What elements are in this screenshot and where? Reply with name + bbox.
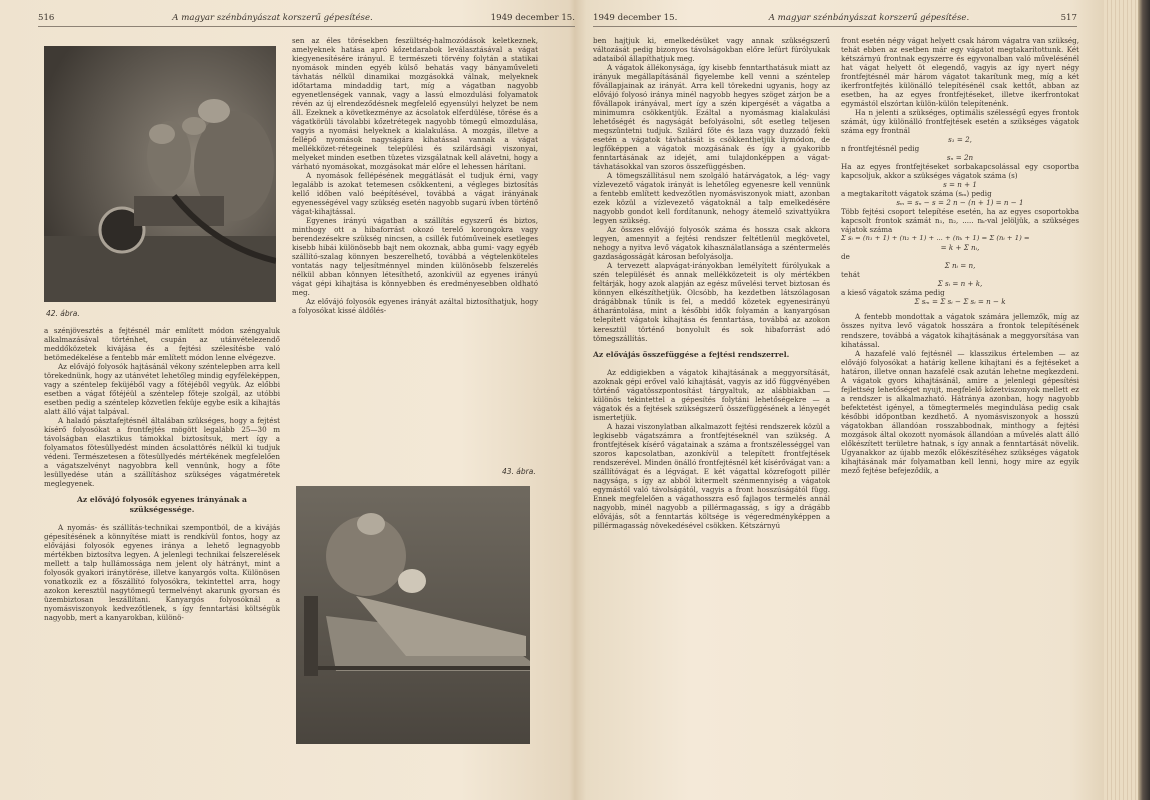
equation: Σ sₘ = Σ sᵢ − Σ sᵢ = n − k bbox=[914, 297, 1006, 307]
paragraph: Ha n jelenti a szükséges, optimális szélességű egyes frontok számát, úgy különálló frontfejtések esetén a szükséges vágatok száma egy frontnál bbox=[841, 108, 1079, 136]
word-tehat: tehát bbox=[841, 270, 860, 280]
paragraph: Több fejtési csoport telepítése esetén, ha az egyes csoportokba kapcsolt frontok számát n₁, n₂, ..... nₖ-val jelöljük, a szükséges vájatok száma bbox=[841, 207, 1079, 235]
page-number-left: 516 bbox=[38, 13, 55, 23]
paragraph: n frontfejtésnél pedig bbox=[841, 144, 920, 154]
paragraph: Egyenes irányú vágatban a szállítás egyszerű és biztos, minthogy ott a hibaforrást okozó terelő korongokra vagy berendezésekre szükség nincsen, a csillék futóműveinek esetleges kisebb hibái különösebb bajt nem okoznak, abba gumi- vagy egyéb szállító-szalag könnyen beszerelhető, továbbá a végtelenköteles vontatás nagy teljesítménnyel minden különösebb felszerelés nélkül abban könnyen létesíthető, azonkívül az egyenes irányú vágat gépi kihajtása is könnyebben és eredményesebben oldható meg. bbox=[292, 216, 538, 298]
book-cover-edge bbox=[1138, 0, 1150, 800]
equation: = k + Σ nᵢ, bbox=[940, 243, 980, 253]
paragraph: A nyomások fellépésének meggátlását el tudjuk érni, vagy legalább is azokat tetemesen csökkenteni, a végleges biztosítás kellő időben való beépítésével, továbbá a vágat irányának egyenességével vagy szükség esetén nagyobb sugarú ívben történő vágat-kihajtással. bbox=[292, 171, 538, 217]
left-page-column-2 bbox=[292, 36, 538, 315]
paragraph: A tömegszállításul nem szolgáló határvágatok, a lég- vagy vízlevezető vágatok irányát is lehetőleg egyenesre kell vennünk a fentebb említett kedvezőtlen nyomásviszonyok miatt, azonban ezek közül a vízlevezető vágatoknál a talp emelkedésére nagyobb gondot kell fordítanunk, nehogy átemelő szivattyúkra legyen szükség. bbox=[593, 171, 830, 226]
page-edges bbox=[1104, 0, 1138, 800]
running-title-right: A magyar szénbányászat korszerű gépesítése. bbox=[768, 13, 970, 23]
paragraph: ben hajtjuk ki, emelkedésüket vagy annak szükségszerű változását pedig bizonyos távolságokban előre lefúrt fúrólyukak adataiból állapíthatjuk meg. bbox=[593, 36, 830, 64]
right-page-column-1 bbox=[593, 36, 830, 530]
miners-with-machine-image bbox=[44, 46, 276, 302]
equation: Σ sᵢ = (n₁ + 1) + (n₂ + 1) + ... + (nₖ + 1) = Σ (nᵢ + 1) = bbox=[841, 234, 1030, 243]
paragraph: Az elővájó folyosók hajtásánál vékony széntelepben arra kell törekednünk, hogy az utánvétet lehetőleg mindig egyféleképpen, vagy a széntelep feküjéből vagy a főtéjéből vegyük. Az előbbi esetben a vágat főtéjéül a széntelep főteje szolgál, az utóbbi esetben pedig a széntelep közvetlen feküje egybe esik a kihajtás alatt álló vájat talpával. bbox=[44, 362, 280, 417]
date-right: 1949 december 15. bbox=[593, 13, 678, 23]
paragraph: A tervezett alapvágat-irányokban lemélyített fúrólyukak a szén települését és annak mellékközeteit is oly mértékben feltárják, hogy azok alapján az egész művelési tervet biztosan és könnyen elkészíthetjük. Olcsóbb, ha kezdetben látszólagosan drágábbnak tűnik is fel, a meddő közetek egyenesirányú átharántolása, mint a későbbi idők folyamán a kanyargósan telepített vágatok kihajtása és fenntartása, továbbá az azokon keresztül történő bonyolult és sok hibaforrást adó tömegszállítás. bbox=[593, 261, 830, 343]
paragraph: Ha az egyes frontfejtéseket sorbakapcsolással egy csoportba kapcsoljuk, akkor a szükséges vágatok száma (s) bbox=[841, 162, 1079, 181]
equation: s = n + 1 bbox=[943, 180, 977, 190]
paragraph: Az elővájó folyosók egyenes irányát azáltal biztosíthatjuk, hogy a folyosókat kissé áldőlés- bbox=[292, 297, 538, 316]
equation: sₘ = sₙ − s = 2 n − (n + 1) = n − 1 bbox=[896, 198, 1024, 208]
paragraph: a szénjövesztés a fejtésnél már említett módon széngyaluk alkalmazásával történhet, csupán az utánvételezendő meddőközetek kivájása és a fejtési szélesítésbe való betömedékelése a fentebb már említett módon lenne elvégezve. bbox=[44, 326, 280, 363]
right-page bbox=[585, 0, 1085, 800]
running-title-left: A magyar szénbányászat korszerű gépesítése. bbox=[172, 13, 373, 23]
figure-42-caption: 42. ábra. bbox=[46, 309, 80, 318]
cutting-machine-image bbox=[296, 486, 530, 744]
right-page-column-2 bbox=[841, 36, 1079, 475]
paragraph: A nyomás- és szállítás-technikai szempontból, de a kivájás gépesítésének a könnyítése miatt is rendkívül fontos, hogy az elővájási folyosók egyenes iránya a lehető legnagyobb mértékben biztosítva legyen. A jelenlegi technikai felszerelések mellett a talp hullámossága nem jelent oly hátrányt, mint a folyosók gyakori iránytörése, illetve kanyargós volta. Különösen vonatkozik ez a főszállító folyosókra, tekintettel arra, hogy azokon keresztül nagytömegű termelvényt akarunk gyorsan és üzembiztosan leszállítani. Kanyargós folyosóknál a nyomásviszonyok kedvezőtlenek, s így fenntartási költségük nagyobb, mert a kanyarokban, különö- bbox=[44, 523, 280, 623]
running-header-left bbox=[38, 10, 575, 27]
paragraph: a megtakarított vágatok száma (sₘ) pedig bbox=[841, 189, 992, 199]
equation: Σ nᵢ = n, bbox=[944, 261, 976, 271]
left-page-column-1 bbox=[44, 326, 280, 622]
equation: Σ sᵢ = n + k, bbox=[937, 279, 983, 289]
date-left: 1949 december 15. bbox=[490, 13, 575, 23]
equation: s₁ = 2, bbox=[948, 135, 972, 145]
paragraph: a kieső vágatok száma pedig bbox=[841, 288, 945, 298]
paragraph: A fentebb mondottak a vágatok számára jellemzők, míg az összes nyitva levő vágatok hosszára a frontok telepítésének rendszere, továbbá a vágatok kihajtásának a meggyorsítása van kihatással. bbox=[841, 312, 1079, 349]
paragraph: A haladó pásztafejtésnél általában szükséges, hogy a fejtést kísérő folyosókat a frontfejtés mögött legalább 25—30 m távolságban elasztikus támokkal biztosítsuk, mert így a folyamatos fötesüllyedést minden ácsolattörés nélkül ki tudjuk védeni. Természetesen a fötesüllyedés mértékének megfelelően a vágatszelvényt nagyobbra kell vennünk, hogy a főte lesüllyedése után a szállításhoz szükséges vágatméretek meglegyenek. bbox=[44, 416, 280, 489]
paragraph: Az eddigiekben a vágatok kihajtásának a meggyorsítását, azoknak gépi erővel való kihajtását, vagyis az idő függvényében történő vágatösszpontosítást tárgyaltuk, az alábbiakban — különös tekintettel a gépesítés folytáni lehetőségekre — a vágatok és a fejtések szükségszerű összefüggésének a lényegét ismertetjük. bbox=[593, 367, 830, 422]
paragraph: A hazai viszonylatban alkalmazott fejtési rendszerek közül a legkisebb vágatszámra a frontfejtéseknél van szükség. A frontfejtések kísérő vágatainak a száma a frontszélességgel van szoros kapcsolatban, azonkívül a telepített frontfejtések rendszerével. Minden önálló frontfejtésnél két kísérővágat van: a szállítóvágat és a légvágat. E két vágattal közrefogott pillér nagysága, s így az abból kitermelt szénmennyiség a vágatok egymástól való távolságától, vagyis a front hosszúságától függ. Ennek megfelelően a vágathosszra eső fajlagos termelés annál nagyobb, minél nagyobb a pillérmagasság, s így a drágább elővájás, sőt a fenntartás költsége is végeredményképpen a pillérmagasság növekedésével csökken. Kétszárnyú bbox=[593, 421, 830, 530]
section-heading: Az elővájás összefüggése a fejtési rendszerrel. bbox=[593, 349, 790, 359]
paragraph: A hazafelé való fejtésnél — klasszikus értelemben — az elővájó folyosókat a határig kellene kihajtani és a fejtéseket a határon, illetve onnan hazafelé csak azután lehetne megkezdeni. A vágatok gyors kihajtásánál, amire a jelenlegi gépesítési fejlettség lehetőséget nyujt, megfelelő kőzetviszonyok mellett ez a rendszer is alkalmazható. Hátránya azonban, hogy nagyobb befektetést igényel, a tömegtermelés megindulása pedig csak későbbi időpontban kezdhető. A nyomásviszonyok a hosszú vágatokban állandóan rosszabbodnak, minthogy a fejtési mozgások által okozott nyomások állandóan a művelés alatt álló előkészített területre hatnak, s így annak a fenntartását növelik. Ugyanakkor az újabb mezők előkészítéséhez szükséges vágatok kihajtásának már folyamatban kell lenni, hogy mire az egyik mező fejtése befejeződik, a bbox=[841, 348, 1079, 475]
paragraph: A vágatok állékonysága, így kisebb fenntarthatásuk miatt az irányuk megállapításánál figyelembe kell venni a széntelep fővállapjainak az irányát. Arra kell törekedni ugyanis, hogy az elővájó folyosó iránya minél nagyobb hegyes szöget zárjon be a fővállapok irányával, mert így a szén kipergését a vágatba a minimumra csökkentjük. Ezáltal a nyomásmag kialakulási lehetőségét és nagyságát befolyásolni, sőt esetleg teljesen megszüntetni tudjuk. Szilárd főte és laza vagy duzzadó fekü esetén a vágatok távhatását is csökkenthetjük ilymódon, de legfőképpen a vágatok mozgásának és így a gyakoribb fenntartásának az idejét, ami tulajdonképpen a vágat-távhatásokkal van szoros összefüggésben. bbox=[593, 63, 830, 172]
word-de: de bbox=[841, 252, 850, 262]
figure-43-photo bbox=[296, 486, 530, 744]
left-page bbox=[30, 0, 575, 800]
paragraph: Az összes elővájó folyosók száma és hossza csak akkora legyen, amennyit a fejtési rendszer feltétlenül megkövetel, nehogy a nyitva levő vágatok kihasználatlansága a széntermelés gazdaságosságát károsan befolyásolja. bbox=[593, 225, 830, 262]
paragraph: sen az éles törésekben feszültség-halmozódások keletkeznek, amelyeknek hatása apró kőzetdarabok leválasztásával a vágat kiegyenesítésére irányul. E természeti törvény folytán a statikai nyomások minden egyéb külső behatás vagy bányaműveleti távhatás nélkül dinamikai mozgásokká válnak, melyeknek időtartama mindaddig tart, míg a vágatban nagyobb egyenetlenségek vannak, vagy a lassú elmozdulási folyamatok révén az új elrendeződésnek megfelelő egyensúlyi helyzet be nem áll. Ezeknek a következménye az ácsolatok elferdülése, törése és a vágatkörüli távolabbi kőzetrétegek nagyobb tömegű elmozdulása, vagyis a nyomási helyeknek a kialakulása. A mozgás, illetve a fellépő nyomások nagyságára kihatással vannak a vágat mellékközet-rétegeinek települési és szilárdsági viszonyai, melyeket minden esetben tüzetes vizsgálatnak kell alávetni, hogy a várható nyomásokat, mozgásokat már előre el lehessen hárítani. bbox=[292, 36, 538, 172]
page-number-right: 517 bbox=[1060, 13, 1077, 23]
figure-42-photo bbox=[44, 46, 276, 302]
figure-43-caption: 43. ábra. bbox=[502, 467, 536, 476]
running-header-right bbox=[593, 10, 1077, 27]
paragraph: front esetén négy vágat helyett csak három vágatra van szükség, tehát ebben az esetben már egy vágatot megtakarítottunk. Két kétszárnyú frontnak egyszerre és egyvonalban való művelésénél hat vágat helyett öt elegendő, vagyis az így nyert négy frontfejtésnél már három vágatot takarítunk meg, míg a két ikerfrontfejtés különálló telepítésénél csak kettőt, abban az esetben, ha az egyes frontfejtéseket, illetve ikerfrontokat egymástól elszórtan külön-külön telepítenénk. bbox=[841, 36, 1079, 109]
equation: sₙ = 2n bbox=[946, 153, 974, 163]
section-heading: Az elővájó folyosók egyenes irányának a szükségessége. bbox=[77, 495, 247, 515]
